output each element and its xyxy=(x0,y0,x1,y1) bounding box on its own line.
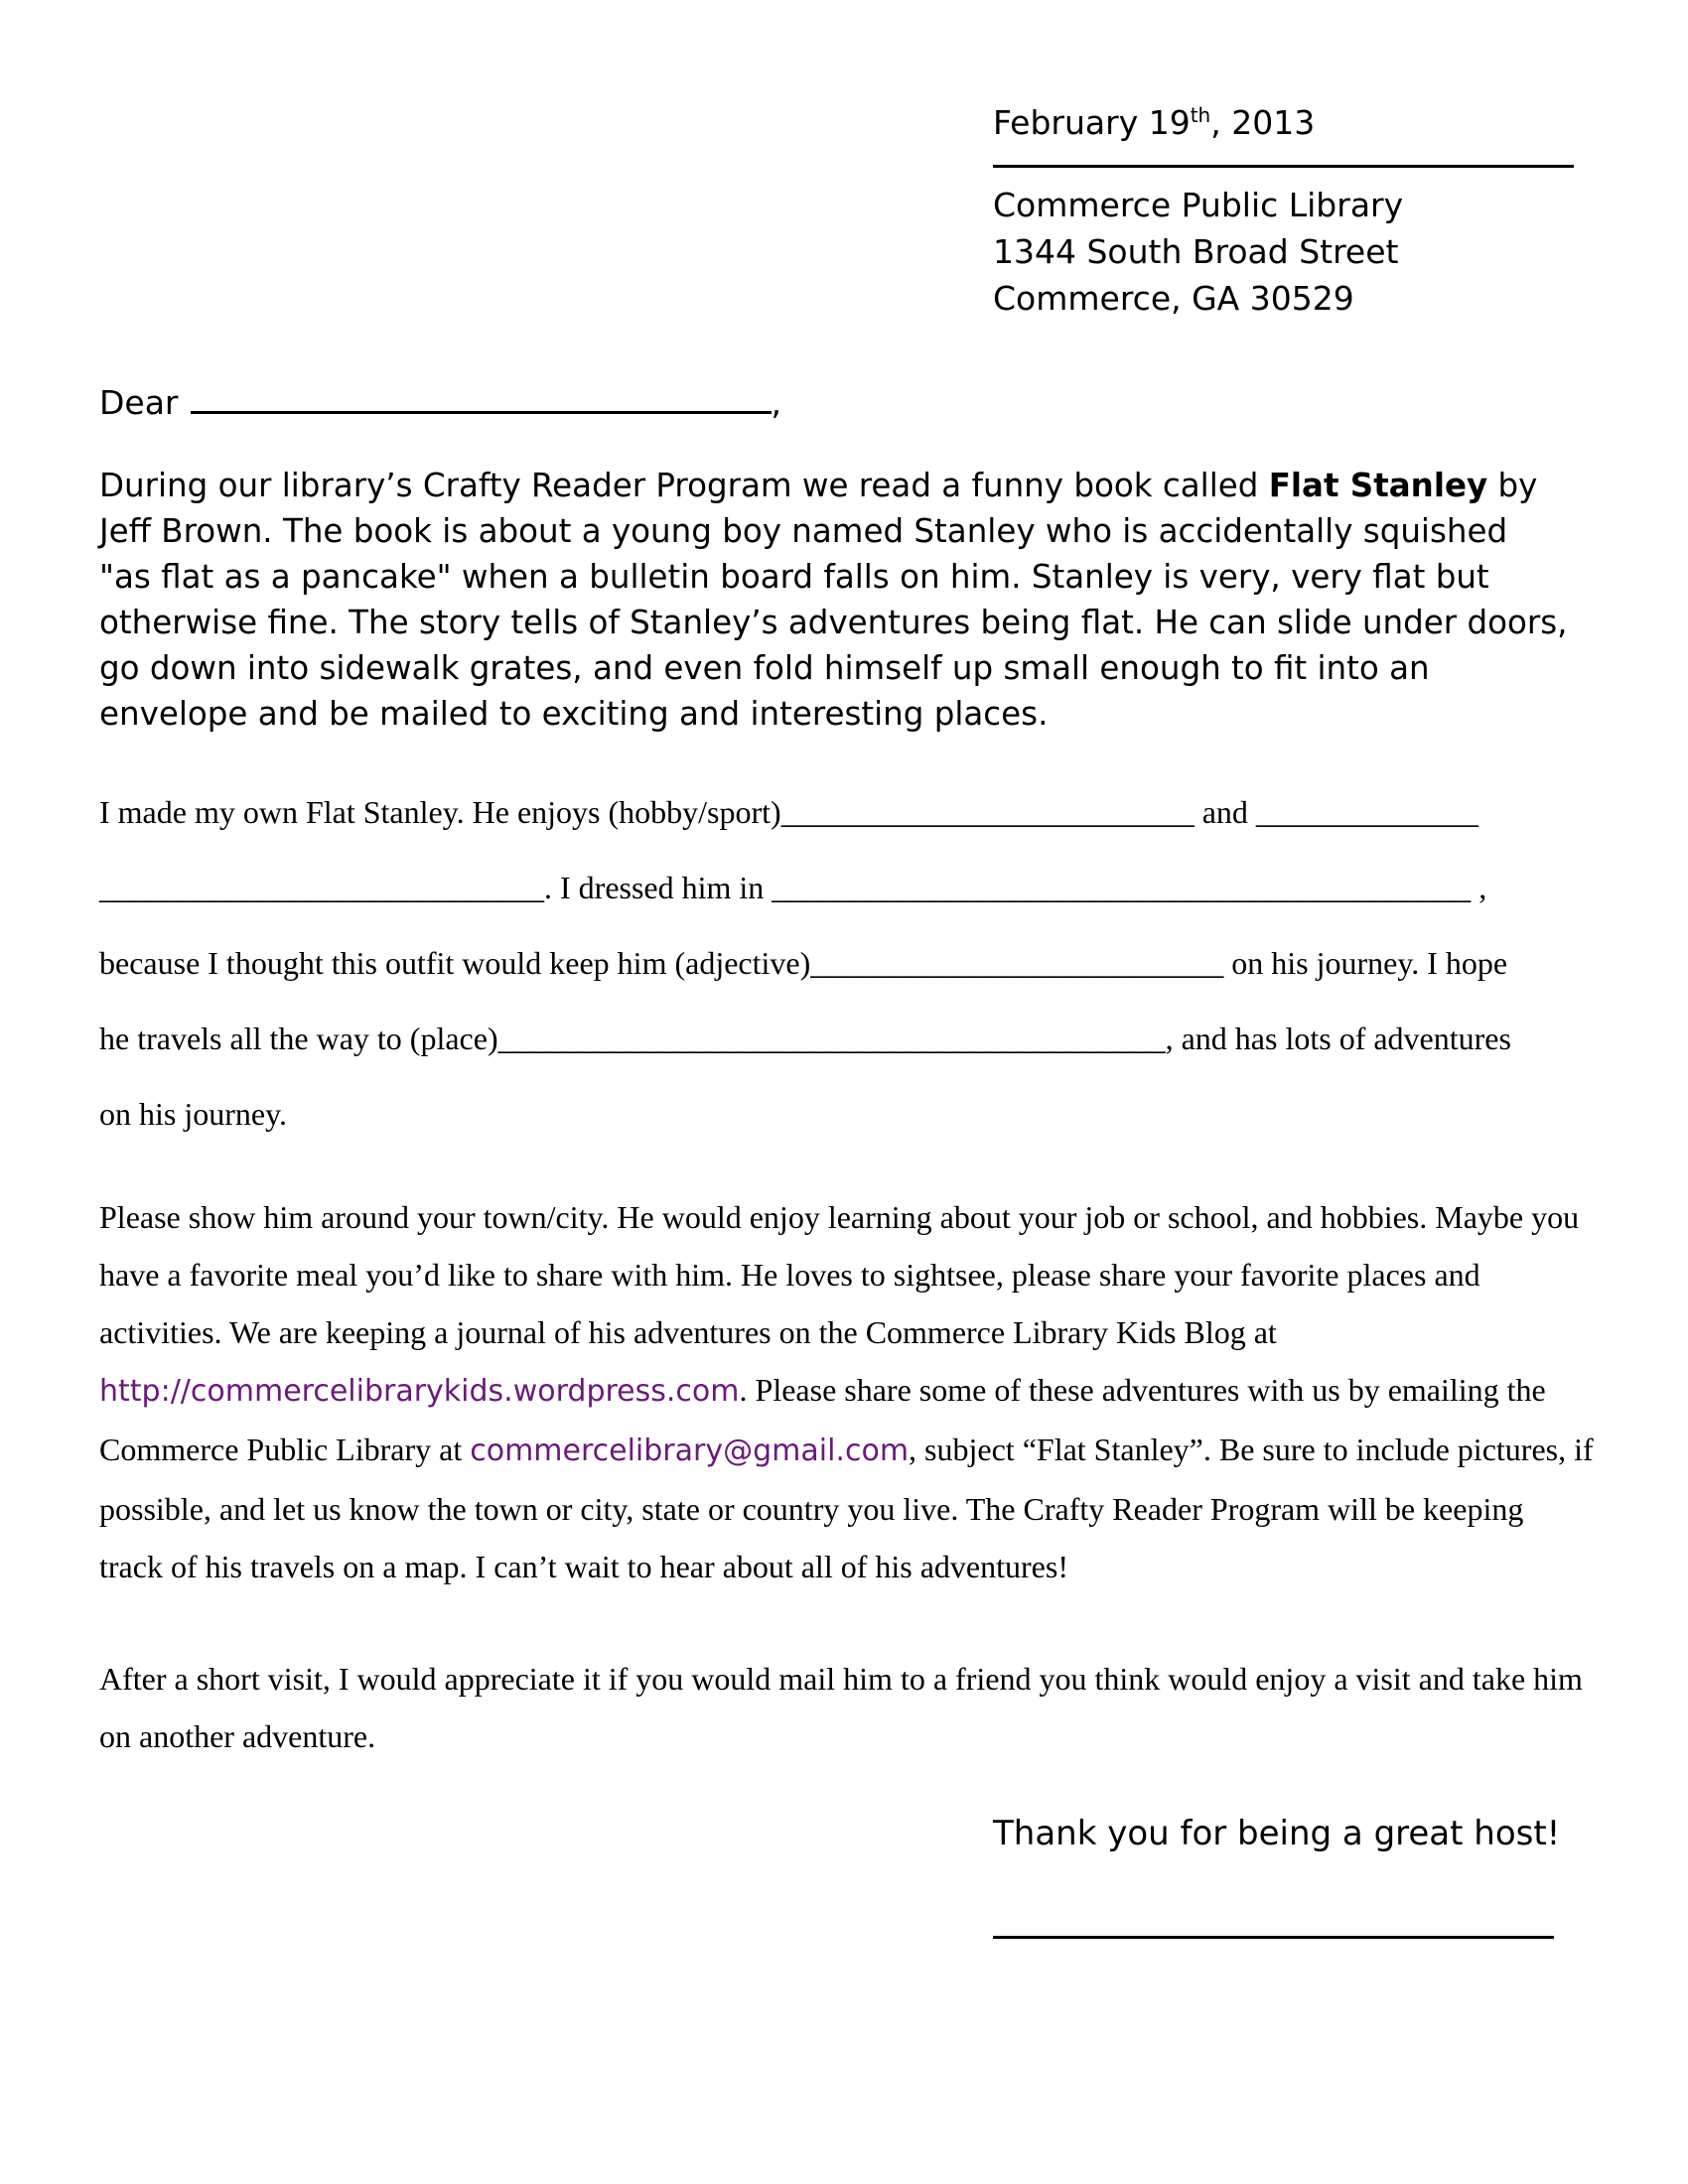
after-visit-paragraph: After a short visit, I would appreciate it if you would mail him to a friend you think would enjoy a visit and take him on another adventure. xyxy=(99,1661,1583,1754)
salutation-dear: Dear xyxy=(99,383,179,422)
email-link[interactable]: commercelibrary@gmail.com xyxy=(470,1433,910,1468)
salutation xyxy=(99,377,781,429)
blog-link[interactable]: http://commercelibrarykids.wordpress.com xyxy=(99,1374,740,1409)
letter-header xyxy=(993,95,1589,322)
date-text: February 19 xyxy=(993,103,1191,142)
letter-date xyxy=(993,95,1589,151)
fill-in-line-hobby[interactable]: I made my own Flat Stanley. He enjoys (hobby/sport)__________________________ and ______________ xyxy=(99,794,1478,830)
closing-line: Thank you for being a great host! xyxy=(993,1814,1561,1853)
fill-in-line-end: on his journey. xyxy=(99,1096,288,1132)
show-text-1: Please show him around your town/city. He would enjoy learning about your job or school, and hobbies. Maybe you have a favorite meal you’d like to share with him. He loves to sightsee, please share your favorite places and activities. We are keeping a journal of his adventures on the Commerce Library Kids Blog at xyxy=(99,1199,1580,1350)
fill-in-line-adjective[interactable]: because I thought this outfit would keep him (adjective)__________________________ on his journey. I hope xyxy=(99,945,1508,981)
address-line-2: 1344 South Broad Street xyxy=(993,232,1399,271)
intro-text-1: During our library’s Crafty Reader Program we read a funny book called xyxy=(99,467,1269,504)
show-text-2: . Please share some of these adventures with us by emailing the Commerce Public Library at xyxy=(99,1372,1546,1467)
fill-in-section xyxy=(99,774,1589,1152)
show-around-paragraph xyxy=(99,1188,1594,1595)
book-title: Flat Stanley xyxy=(1268,467,1488,504)
show-text-3: , subject “Flat Stanley”. Be sure to include pictures, if possible, and let us know the town or city, state or country you live. The Crafty Reader Program will be keeping track of his travels on a map. I can’t wait to hear about all of his adventures! xyxy=(99,1432,1594,1584)
fill-in-line-outfit[interactable]: ____________________________. I dressed him in ____________________________________________ , xyxy=(99,870,1487,905)
intro-paragraph xyxy=(99,463,1569,737)
intro-text-2: by Jeff Brown. The book is about a young boy named Stanley who is accidentally squished "as flat as a pancake" when a bulletin board falls on him. Stanley is very, very flat but otherwise fine. The story tells of Stanley’s adventures being flat. He can slide under doors, go down into sidewalk grates, and even fold himself up small enough to fit into an envelope and be mailed to exciting and interesting places. xyxy=(99,467,1568,733)
salutation-comma: , xyxy=(771,383,782,422)
signature-line[interactable] xyxy=(993,1936,1554,1939)
address-line-1: Commerce Public Library xyxy=(993,186,1404,224)
address-line-3: Commerce, GA 30529 xyxy=(993,279,1354,318)
recipient-name-blank[interactable] xyxy=(191,381,772,414)
date-ordinal: th xyxy=(1190,103,1211,127)
date-year: , 2013 xyxy=(1210,103,1316,142)
fill-in-line-place[interactable]: he travels all the way to (place)__________________________________________, and has lots of adventures xyxy=(99,1021,1511,1056)
date-underline xyxy=(993,165,1574,168)
